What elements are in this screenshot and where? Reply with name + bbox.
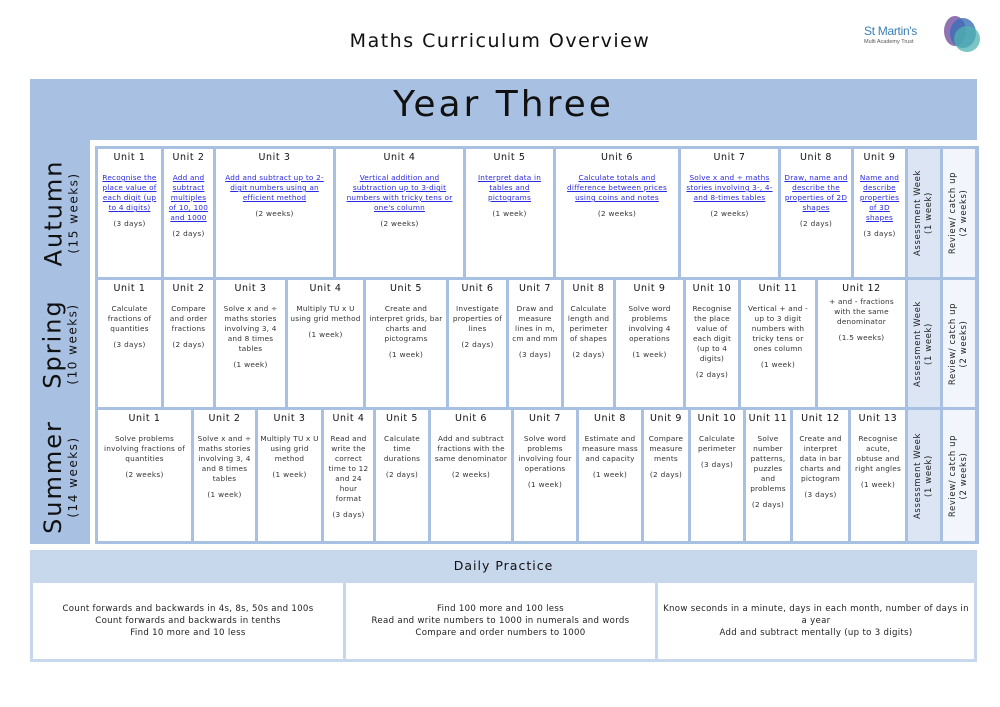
unit-cell <box>741 280 815 407</box>
unit-cell <box>681 149 778 277</box>
assessment-duration: (1 week) <box>924 192 935 234</box>
unit-cell <box>564 280 613 407</box>
unit-cell <box>691 410 743 541</box>
term-duration: (14 weeks) <box>66 435 80 518</box>
unit-description: Compare measure ments <box>648 434 684 463</box>
unit-heading: Unit 12 <box>801 413 840 424</box>
unit-cell <box>98 280 161 407</box>
unit-duration: (2 days) <box>385 470 419 479</box>
practice-line: Count forwards and backwards in tenths <box>95 616 281 626</box>
review-label: Review/ catch up <box>948 434 959 517</box>
unit-duration: (3 days) <box>113 340 146 349</box>
daily-practice-box <box>658 583 974 659</box>
term-label-summer <box>30 409 90 544</box>
unit-duration: (2 days) <box>572 350 605 359</box>
unit-description-link[interactable]: Calculate totals and difference between prices using coins and notes <box>567 173 667 202</box>
unit-description: Solve number patterns, puzzles and problems <box>750 434 786 493</box>
unit-duration: (2 weeks) <box>597 209 637 218</box>
unit-cell <box>854 149 905 277</box>
unit-heading: Unit 8 <box>799 152 832 163</box>
unit-cell <box>376 410 428 541</box>
unit-heading: Unit 11 <box>748 413 788 424</box>
practice-line: Count forwards and backwards in 4s, 8s, 50s and 100s <box>62 604 314 614</box>
unit-cell <box>616 280 683 407</box>
unit-cell <box>793 410 848 541</box>
review-catch-up-cell <box>943 410 975 541</box>
assessment-duration: (1 week) <box>924 454 935 497</box>
unit-duration: (2 days) <box>172 229 205 238</box>
unit-cell <box>466 149 553 277</box>
assessment-label: Assessment Week <box>913 170 924 256</box>
unit-duration: (2 days) <box>172 340 205 349</box>
unit-duration: (3 days) <box>804 490 837 499</box>
unit-heading: Unit 3 <box>273 413 306 424</box>
unit-cell <box>644 410 688 541</box>
unit-duration: (3 days) <box>332 510 365 519</box>
unit-description-link[interactable]: Draw, name and describe the properties of 2D shapes <box>784 173 848 212</box>
logo-subtitle: Multi Academy Trust <box>864 39 914 45</box>
unit-duration: (1.5 weeks) <box>838 333 885 342</box>
unit-duration: (2 weeks) <box>710 209 749 218</box>
assessment-label: Assessment Week <box>913 432 924 519</box>
unit-duration: (2 days) <box>751 500 785 509</box>
unit-description-link[interactable]: Add and subtract multiples of 10, 100 and 1000 <box>168 173 209 222</box>
unit-heading: Unit 1 <box>113 152 146 163</box>
unit-heading: Unit 7 <box>518 283 551 294</box>
unit-description: Create and interpret grids, bar charts and pictograms <box>369 304 443 343</box>
unit-heading: Unit 4 <box>309 283 342 294</box>
practice-line: Know seconds in a minute, days in each month, number of days in a year <box>663 604 969 626</box>
unit-duration: (3 days) <box>518 350 552 359</box>
unit-heading: Unit 3 <box>234 283 267 294</box>
unit-heading: Unit 4 <box>383 152 416 163</box>
unit-description: Investigate properties of lines <box>452 304 503 333</box>
unit-cell <box>336 149 463 277</box>
unit-duration: (3 days) <box>700 460 734 469</box>
unit-cell <box>164 149 213 277</box>
unit-cell <box>216 149 333 277</box>
practice-line: Add and subtract mentally (up to 3 digits) <box>719 628 913 638</box>
unit-cell <box>851 410 905 541</box>
unit-cell <box>818 280 905 407</box>
unit-duration: (1 week) <box>860 480 896 489</box>
unit-duration: (3 days) <box>863 229 896 238</box>
unit-cell <box>98 149 161 277</box>
unit-duration: (2 days) <box>695 370 729 379</box>
unit-cell <box>216 280 285 407</box>
daily-practice-title: Daily Practice <box>453 558 554 573</box>
unit-description: Calculate length and perimeter of shapes <box>567 304 610 343</box>
unit-cell <box>431 410 511 541</box>
unit-duration: (1 week) <box>388 350 424 359</box>
unit-duration: (1 week) <box>632 350 667 359</box>
school-logo <box>864 14 984 54</box>
unit-duration: (2 weeks) <box>451 470 491 479</box>
daily-practice-box <box>33 583 343 659</box>
year-title: Year Three <box>393 84 614 125</box>
unit-heading: Unit 2 <box>172 283 205 294</box>
unit-cell <box>194 410 255 541</box>
assessment-duration: (1 week) <box>924 322 935 365</box>
unit-heading: Unit 6 <box>600 152 633 163</box>
unit-duration: (2 days) <box>461 340 494 349</box>
assessment-week-cell <box>908 410 940 541</box>
unit-heading: Unit 1 <box>128 413 161 424</box>
term-row-autumn <box>95 146 979 280</box>
logo-circle-icon <box>954 26 980 52</box>
unit-description: Multiply TU x U using grid method <box>260 434 319 463</box>
unit-duration: (1 week) <box>527 480 563 489</box>
practice-line: Find 100 more and 100 less <box>437 604 564 614</box>
unit-heading: Unit 7 <box>713 152 746 163</box>
unit-description: Solve word problems involving four operations <box>518 434 572 473</box>
unit-description: Recognise the place value of each digit (up to 4 digits) <box>692 304 732 363</box>
practice-line: Find 10 more and 10 less <box>130 628 246 638</box>
unit-heading: Unit 9 <box>633 283 666 294</box>
unit-heading: Unit 2 <box>172 152 205 163</box>
unit-description: Vertical + and - up to 3 digit numbers with tricky tens or ones column <box>748 304 808 353</box>
unit-heading: Unit 12 <box>842 283 881 294</box>
document-title: Maths Curriculum Overview <box>349 30 651 52</box>
logo-name: St Martin's <box>864 24 918 38</box>
unit-duration: (1 week) <box>760 360 796 369</box>
assessment-week-cell <box>908 149 940 277</box>
unit-description: Multiply TU x U using grid method <box>290 304 361 323</box>
term-row-spring <box>95 277 979 410</box>
review-label: Review/ catch up <box>948 302 959 385</box>
unit-cell <box>258 410 321 541</box>
unit-heading: Unit 8 <box>593 413 626 424</box>
unit-duration: (1 week) <box>592 470 628 479</box>
unit-cell <box>686 280 738 407</box>
unit-description-link[interactable]: Solve x and ÷ maths stories involving 3-, 4- and 8-times tables <box>686 173 773 202</box>
unit-heading: Unit 10 <box>692 283 732 294</box>
review-duration: (2 weeks) <box>959 320 970 367</box>
term-duration: (10 weeks) <box>66 303 81 385</box>
review-duration: (2 weeks) <box>959 452 970 499</box>
term-duration: (15 weeks) <box>66 172 80 254</box>
unit-cell <box>514 410 576 541</box>
practice-line: Compare and order numbers to 1000 <box>415 628 586 638</box>
unit-heading: Unit 9 <box>649 413 682 424</box>
review-duration: (2 weeks) <box>959 189 970 237</box>
unit-cell <box>449 280 506 407</box>
unit-cell <box>509 280 561 407</box>
unit-description: Compare and order fractions <box>169 304 208 333</box>
unit-description: Solve word problems involving 4 operations <box>628 304 671 343</box>
unit-duration: (1 week) <box>233 360 268 369</box>
unit-description-link[interactable]: Add and subtract up to 2-digit numbers using an efficient method <box>225 173 324 202</box>
unit-description: Calculate fractions of quantities <box>107 304 152 333</box>
unit-description: Solve problems involving fractions of quantities <box>104 434 185 463</box>
term-label-autumn <box>30 147 90 279</box>
unit-cell <box>781 149 851 277</box>
term-name: Summer <box>39 419 67 534</box>
practice-line: Read and write numbers to 1000 in numerals and words <box>371 616 630 626</box>
unit-heading: Unit 6 <box>454 413 487 424</box>
unit-duration: (2 weeks) <box>380 219 419 228</box>
unit-duration: (1 week) <box>308 330 343 339</box>
unit-heading: Unit 5 <box>493 152 526 163</box>
unit-description-link[interactable]: Recognise the place value of each digit (up to 4 digits) <box>102 173 157 212</box>
term-name: Autumn <box>39 159 67 267</box>
unit-description: Calculate time durations <box>383 434 421 463</box>
unit-cell <box>579 410 641 541</box>
unit-description: Solve x and ÷ maths stories involving 3, 4 and 8 times tables <box>197 434 252 483</box>
unit-heading: Unit 3 <box>258 152 291 163</box>
unit-heading: Unit 4 <box>332 413 365 424</box>
review-label: Review/ catch up <box>948 171 959 255</box>
review-catch-up-cell <box>943 280 975 407</box>
unit-description-link[interactable]: Interpret data in tables and pictograms <box>477 173 542 202</box>
unit-heading: Unit 1 <box>113 283 146 294</box>
unit-heading: Unit 9 <box>863 152 896 163</box>
unit-description: Read and write the correct time to 12 and 24 hour format <box>328 434 369 503</box>
unit-duration: (2 weeks) <box>125 470 164 479</box>
unit-description: Calculate perimeter <box>698 434 736 453</box>
unit-duration: (1 week) <box>207 490 242 499</box>
unit-description: Create and interpret data in bar charts and pictogram <box>799 434 842 483</box>
unit-cell <box>746 410 790 541</box>
unit-description: Solve x and ÷ maths stories involving 3, 4 and 8 times tables <box>223 304 278 353</box>
unit-duration: (2 days) <box>649 470 683 479</box>
unit-heading: Unit 7 <box>528 413 561 424</box>
unit-cell <box>324 410 373 541</box>
term-name: Spring <box>39 299 68 389</box>
unit-heading: Unit 13 <box>858 413 898 424</box>
daily-practice-box <box>346 583 655 659</box>
review-catch-up-cell <box>943 149 975 277</box>
term-label-spring <box>30 279 90 409</box>
unit-heading: Unit 6 <box>461 283 494 294</box>
unit-heading: Unit 5 <box>385 413 418 424</box>
unit-cell <box>98 410 191 541</box>
unit-cell <box>366 280 446 407</box>
unit-heading: Unit 10 <box>697 413 737 424</box>
unit-duration: (1 week) <box>492 209 527 218</box>
unit-cell <box>288 280 363 407</box>
unit-heading: Unit 5 <box>389 283 422 294</box>
assessment-label: Assessment Week <box>913 300 924 387</box>
unit-cell <box>556 149 678 277</box>
unit-heading: Unit 8 <box>572 283 605 294</box>
unit-description: Estimate and measure mass and capacity <box>582 434 638 463</box>
unit-duration: (2 days) <box>799 219 833 228</box>
unit-description-link[interactable]: Vertical addition and subtraction up to 3-digit numbers with tricky tens or one's column <box>346 173 453 212</box>
unit-description: Draw and measure lines in m, cm and mm <box>512 304 558 343</box>
unit-description-link[interactable]: Name and describe properties of 3D shapes <box>859 173 900 222</box>
term-row-summer <box>95 407 979 544</box>
unit-heading: Unit 2 <box>208 413 241 424</box>
unit-duration: (2 weeks) <box>255 209 294 218</box>
unit-cell <box>164 280 213 407</box>
unit-description: Recognise acute, obtuse and right angles <box>855 434 901 473</box>
unit-description: Add and subtract fractions with the same denominator <box>434 434 508 463</box>
unit-duration: (3 days) <box>113 219 146 228</box>
assessment-week-cell <box>908 280 940 407</box>
unit-description: + and - fractions with the same denominator <box>829 297 894 326</box>
unit-duration: (1 week) <box>272 470 307 479</box>
unit-heading: Unit 11 <box>758 283 798 294</box>
